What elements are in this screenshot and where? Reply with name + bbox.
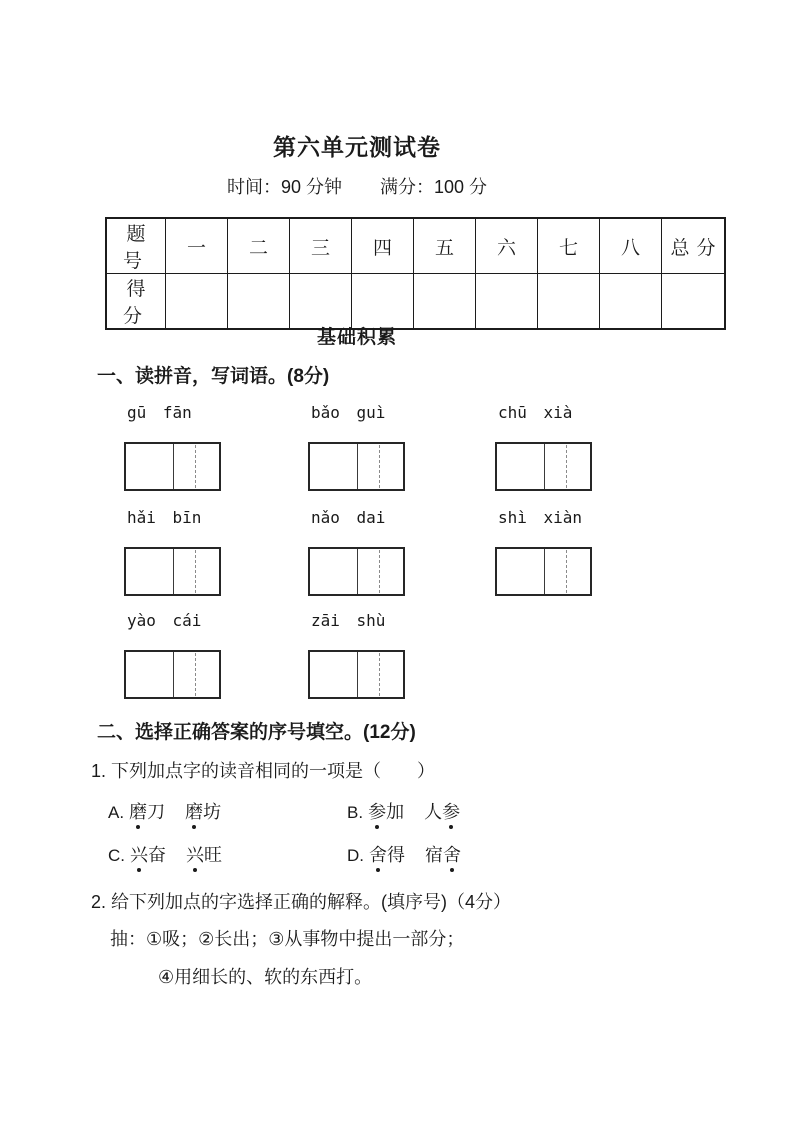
part1-heading: 一、读拼音，写词语。(8分): [97, 366, 330, 387]
option-word: 兴旺: [186, 841, 222, 867]
pinyin-label: chū xià: [498, 403, 573, 422]
score-cell: [166, 274, 228, 330]
emphasized-char: 舍: [369, 841, 387, 867]
box-divider-line: [357, 652, 358, 697]
pinyin-label: gū fān: [127, 403, 192, 422]
option-d: [347, 841, 461, 867]
box-guide-line: [195, 445, 196, 488]
score-cell: [538, 274, 600, 330]
header-cell-2: 二: [228, 218, 290, 274]
pinyin-label: hǎi bīn: [127, 508, 202, 527]
header-cell-6: 六: [476, 218, 538, 274]
box-divider-line: [544, 549, 545, 594]
pinyin-word-group: [124, 508, 224, 596]
box-guide-line: [195, 550, 196, 593]
emphasized-char: 舍: [443, 841, 461, 867]
header-cell-7: 七: [538, 218, 600, 274]
box-guide-line: [566, 550, 567, 593]
emphasized-char: 磨: [185, 798, 203, 824]
header-cell-4: 四: [352, 218, 414, 274]
pinyin-label: yào cái: [127, 611, 202, 630]
header-cell-1: 一: [166, 218, 228, 274]
box-divider-line: [173, 444, 174, 489]
score-table-header-row: [106, 218, 725, 274]
box-guide-line: [195, 653, 196, 696]
header-cell-5: 五: [414, 218, 476, 274]
box-divider-line: [173, 652, 174, 697]
part2-heading: 二、选择正确答案的序号填空。(12分): [97, 722, 416, 743]
option-word: 参加: [368, 798, 404, 824]
score-cell: [600, 274, 662, 330]
box-divider-line: [357, 549, 358, 594]
emphasized-char: 磨: [129, 798, 147, 824]
pinyin-word-group: [495, 403, 595, 491]
option-letter: D.: [347, 846, 364, 865]
option-word: 磨刀: [129, 798, 165, 824]
score-cell: [662, 274, 726, 330]
answer-box: [124, 442, 221, 491]
page-title: 第六单元测试卷: [273, 134, 441, 160]
score-cell: [414, 274, 476, 330]
pinyin-label: bǎo guì: [311, 403, 386, 422]
option-word: 磨坊: [185, 798, 221, 824]
score-cell: [476, 274, 538, 330]
pinyin-word-group: [124, 611, 224, 699]
option-word: 兴奋: [130, 841, 166, 867]
section-banner: 基础积累: [316, 327, 397, 348]
option-word: 舍得: [369, 841, 405, 867]
pinyin-word-group: [308, 611, 408, 699]
box-guide-line: [379, 445, 380, 488]
pinyin-label: zāi shù: [311, 611, 386, 630]
score-row: [106, 274, 725, 330]
box-divider-line: [357, 444, 358, 489]
definition-line-2: ④用细长的、软的东西打。: [158, 967, 373, 987]
score-row-label: 得分: [106, 274, 166, 330]
answer-box: [495, 547, 592, 596]
pinyin-word-group: [308, 508, 408, 596]
score-cell: [290, 274, 352, 330]
answer-box: [124, 547, 221, 596]
exam-meta: [97, 173, 617, 199]
option-letter: B.: [347, 803, 364, 822]
header-cell-timu: 题号: [106, 218, 166, 274]
question-1-stem: 1. 下列加点字的读音相同的一项是（ ）: [91, 761, 436, 781]
box-guide-line: [379, 653, 380, 696]
option-letter: A.: [108, 803, 125, 822]
box-divider-line: [544, 444, 545, 489]
pinyin-word-group: [124, 403, 224, 491]
emphasized-char: 兴: [186, 841, 204, 867]
option-a: [108, 798, 221, 824]
header-cell-8: 八: [600, 218, 662, 274]
exam-time: 时间：90 分钟: [226, 177, 342, 197]
box-guide-line: [379, 550, 380, 593]
score-table: [105, 217, 726, 330]
pinyin-word-group: [308, 403, 408, 491]
pinyin-label: nǎo dai: [311, 508, 386, 527]
answer-box: [308, 442, 405, 491]
answer-box: [308, 650, 405, 699]
option-b: [347, 798, 460, 824]
box-divider-line: [173, 549, 174, 594]
emphasized-char: 参: [368, 798, 386, 824]
answer-box: [495, 442, 592, 491]
header-cell-total: 总分: [662, 218, 726, 274]
answer-box: [308, 547, 405, 596]
option-letter: C.: [108, 846, 125, 865]
option-c: [108, 841, 222, 867]
score-cell: [228, 274, 290, 330]
header-cell-3: 三: [290, 218, 352, 274]
answer-box: [124, 650, 221, 699]
pinyin-word-group: [495, 508, 595, 596]
emphasized-char: 兴: [130, 841, 148, 867]
question-2-stem: 2. 给下列加点的字选择正确的解释。(填序号)（4分）: [91, 892, 512, 912]
emphasized-char: 参: [442, 798, 460, 824]
option-word: 人参: [424, 798, 460, 824]
score-cell: [352, 274, 414, 330]
exam-full-score: 满分：100 分: [379, 177, 488, 197]
option-word: 宿舍: [425, 841, 461, 867]
pinyin-label: shì xiàn: [498, 508, 583, 527]
definition-line-1: 抽：①吸；②长出；③从事物中提出一部分；: [110, 929, 465, 949]
box-guide-line: [566, 445, 567, 488]
